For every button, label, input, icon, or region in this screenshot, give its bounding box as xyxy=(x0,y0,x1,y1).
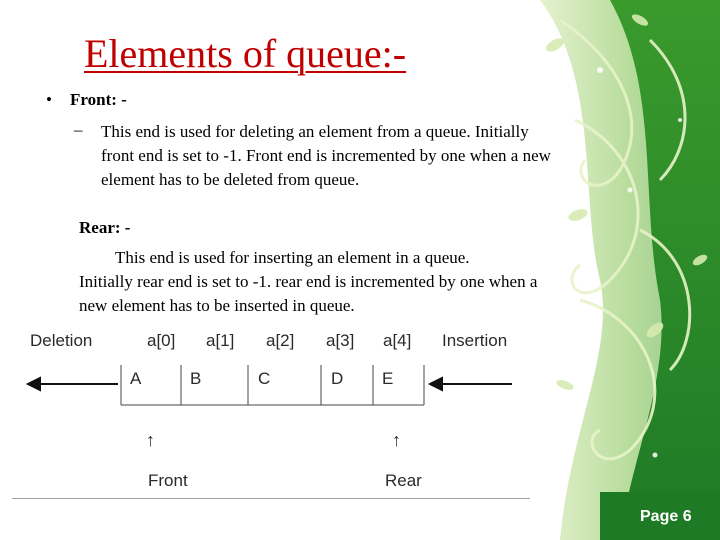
queue-cell: D xyxy=(331,369,344,388)
index-label: a[1] xyxy=(206,331,235,350)
insertion-arrow xyxy=(430,378,512,390)
rear-description-rest: Initially rear end is set to -1. rear end is incremented by one when a new element has to be inserted in queue. xyxy=(79,272,538,315)
queue-cell: C xyxy=(258,369,271,388)
deletion-label: Deletion xyxy=(30,331,93,350)
footer-divider xyxy=(12,498,530,499)
front-pointer-label: Front xyxy=(148,471,188,490)
queue-cell: A xyxy=(130,369,142,388)
rear-description-line1: This end is used for inserting an element in a queue. xyxy=(115,248,470,267)
front-heading: Front: - xyxy=(70,90,127,109)
dash-marker: – xyxy=(74,120,83,139)
rear-heading: Rear: - xyxy=(79,218,131,237)
index-label: a[4] xyxy=(383,331,412,350)
index-label: a[3] xyxy=(326,331,355,350)
queue-cell: B xyxy=(190,369,202,388)
index-label: a[2] xyxy=(266,331,295,350)
slide-title: Elements of queue:- xyxy=(84,31,407,76)
rear-pointer-arrow-icon: ↑ xyxy=(392,430,401,450)
rear-pointer-label: Rear xyxy=(385,471,422,490)
deletion-arrow xyxy=(28,378,118,390)
bullet-marker: • xyxy=(46,90,52,109)
front-description: This end is used for deleting an element from a queue. Initially front end is set to -1. Front end is incremented by one when a new element has to be deleted from queue. xyxy=(101,122,551,189)
front-pointer-arrow-icon: ↑ xyxy=(146,430,155,450)
queue-cell: E xyxy=(382,369,394,388)
insertion-label: Insertion xyxy=(442,331,508,350)
index-label: a[0] xyxy=(147,331,176,350)
page-number: Page 6 xyxy=(640,508,692,525)
